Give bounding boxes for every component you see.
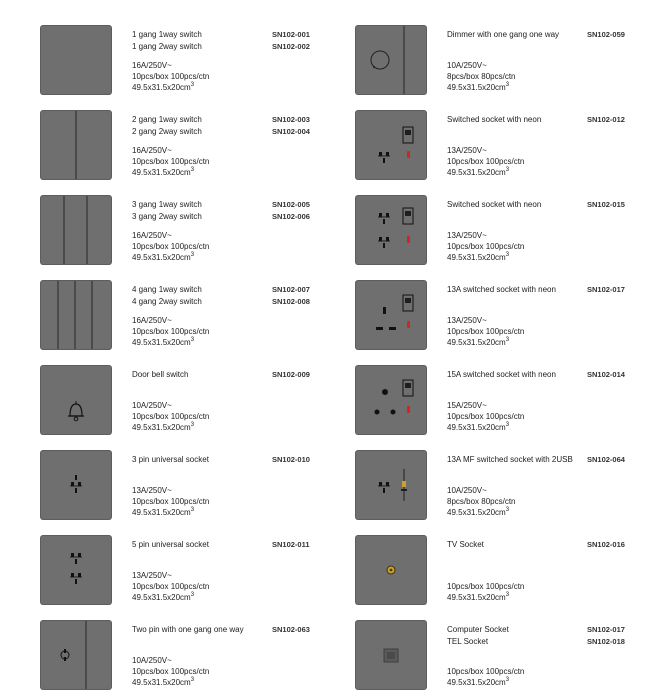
product-name bbox=[447, 454, 573, 466]
cubic-superscript: 3 bbox=[190, 592, 195, 598]
product-name bbox=[132, 199, 202, 223]
dimensions: 49.5x31.5x20cm bbox=[447, 593, 506, 602]
dimensions: 49.5x31.5x20cm bbox=[132, 678, 191, 687]
product-name-line: 13A switched socket with neon bbox=[447, 285, 556, 294]
product-specs bbox=[447, 60, 515, 93]
carton-size bbox=[132, 592, 209, 603]
packing: 10pcs/box 100pcs/ctn bbox=[447, 582, 525, 591]
product-name bbox=[132, 539, 209, 551]
product-code bbox=[272, 539, 310, 551]
product-name-line: 5 pin universal socket bbox=[132, 540, 209, 549]
product-specs bbox=[447, 230, 524, 263]
dimensions: 49.5x31.5x20cm bbox=[132, 168, 191, 177]
right-product-1 bbox=[356, 26, 650, 98]
packing: 10pcs/box 100pcs/ctn bbox=[132, 582, 210, 591]
carton-size bbox=[132, 167, 209, 178]
dimmer-knob-icon bbox=[356, 26, 426, 94]
rating: 16A/250V~ bbox=[132, 146, 172, 155]
left-product-8 bbox=[41, 621, 361, 693]
product-code-line: SN102-009 bbox=[272, 370, 310, 379]
cubic-superscript: 3 bbox=[190, 337, 195, 343]
rating: 13A/250V~ bbox=[447, 146, 487, 155]
left-product-3 bbox=[41, 196, 361, 268]
carton-size bbox=[132, 507, 209, 518]
product-name-line: Computer Socket bbox=[447, 625, 509, 634]
product-code-line: SN102-005 bbox=[272, 200, 310, 209]
product-name-line: Switched socket with neon bbox=[447, 115, 542, 124]
carton-size bbox=[447, 677, 524, 688]
product-name bbox=[132, 114, 202, 138]
product-code-line: SN102-010 bbox=[272, 455, 310, 464]
rating bbox=[447, 570, 524, 581]
two-gang-switch-plate bbox=[41, 111, 111, 179]
product-name bbox=[132, 624, 244, 636]
product-specs bbox=[447, 400, 524, 433]
packing: 10pcs/box 100pcs/ctn bbox=[447, 242, 525, 251]
carton-size bbox=[447, 422, 524, 433]
rating: 10A/250V~ bbox=[132, 656, 172, 665]
carton-size bbox=[132, 82, 209, 93]
packing: 10pcs/box 100pcs/ctn bbox=[132, 667, 210, 676]
product-code bbox=[587, 114, 625, 126]
product-code-line: SN102-011 bbox=[272, 540, 310, 549]
product-specs bbox=[132, 400, 209, 433]
data-socket-icon bbox=[356, 621, 426, 689]
right-product-7 bbox=[356, 536, 650, 608]
product-code bbox=[272, 114, 310, 138]
product-name-line: Door bell switch bbox=[132, 370, 189, 379]
dimensions: 49.5x31.5x20cm bbox=[132, 593, 191, 602]
dimensions: 49.5x31.5x20cm bbox=[447, 508, 506, 517]
tv-socket-icon bbox=[356, 536, 426, 604]
product-code-line: SN102-006 bbox=[272, 212, 310, 221]
uk-socket-icon bbox=[356, 281, 426, 349]
product-name bbox=[447, 369, 556, 381]
carton-size bbox=[132, 677, 209, 688]
rating: 13A/250V~ bbox=[132, 571, 172, 580]
product-specs bbox=[447, 315, 524, 348]
product-code-line: SN102-003 bbox=[272, 115, 310, 124]
left-product-5 bbox=[41, 366, 361, 438]
carton-size bbox=[132, 337, 209, 348]
packing: 10pcs/box 100pcs/ctn bbox=[132, 412, 210, 421]
product-name bbox=[132, 454, 209, 466]
cubic-superscript: 3 bbox=[190, 507, 195, 513]
dimensions: 49.5x31.5x20cm bbox=[132, 338, 191, 347]
cubic-superscript: 3 bbox=[190, 82, 195, 88]
product-name-line: Two pin with one gang one way bbox=[132, 625, 244, 634]
product-code-line: SN102-064 bbox=[587, 455, 625, 464]
product-specs bbox=[132, 485, 209, 518]
left-product-7 bbox=[41, 536, 361, 608]
two-pin-socket-icon bbox=[41, 621, 111, 689]
dimensions: 49.5x31.5x20cm bbox=[447, 253, 506, 262]
product-name bbox=[447, 114, 541, 126]
switched-socket-icon bbox=[356, 111, 426, 179]
carton-size bbox=[447, 167, 524, 178]
product-code-line: SN102-002 bbox=[272, 42, 310, 51]
product-code-line: SN102-015 bbox=[587, 200, 625, 209]
packing: 8pcs/box 80pcs/ctn bbox=[447, 72, 516, 81]
left-product-6 bbox=[41, 451, 361, 523]
round-pin-socket-icon bbox=[356, 366, 426, 434]
cubic-superscript: 3 bbox=[505, 167, 510, 173]
cubic-superscript: 3 bbox=[190, 422, 195, 428]
packing: 10pcs/box 100pcs/ctn bbox=[132, 327, 210, 336]
left-product-1 bbox=[41, 26, 361, 98]
rating: 13A/250V~ bbox=[132, 486, 172, 495]
right-product-4 bbox=[356, 281, 650, 353]
product-name bbox=[447, 624, 509, 648]
dimensions: 49.5x31.5x20cm bbox=[132, 83, 191, 92]
carton-size bbox=[132, 252, 209, 263]
cubic-superscript: 3 bbox=[505, 252, 510, 258]
cubic-superscript: 3 bbox=[505, 507, 510, 513]
product-specs bbox=[447, 145, 524, 178]
product-code bbox=[272, 454, 310, 466]
rating: 16A/250V~ bbox=[132, 231, 172, 240]
left-product-2 bbox=[41, 111, 361, 183]
product-name bbox=[132, 29, 202, 53]
product-specs bbox=[132, 60, 209, 93]
rating: 10A/250V~ bbox=[132, 401, 172, 410]
product-code bbox=[587, 29, 625, 41]
packing: 10pcs/box 100pcs/ctn bbox=[132, 72, 210, 81]
product-name-line: 2 gang 2way switch bbox=[132, 127, 202, 136]
product-specs bbox=[447, 485, 515, 518]
carton-size bbox=[447, 337, 524, 348]
product-name bbox=[447, 199, 541, 211]
five-pin-socket-icon bbox=[41, 536, 111, 604]
product-code bbox=[272, 199, 310, 223]
product-specs bbox=[132, 230, 209, 263]
rating: 10A/250V~ bbox=[447, 61, 487, 70]
carton-size bbox=[447, 252, 524, 263]
rating: 10A/250V~ bbox=[447, 486, 487, 495]
dimensions: 49.5x31.5x20cm bbox=[447, 338, 506, 347]
packing: 10pcs/box 100pcs/ctn bbox=[447, 667, 525, 676]
dimensions: 49.5x31.5x20cm bbox=[132, 253, 191, 262]
product-code bbox=[587, 199, 625, 211]
product-code-line: SN102-018 bbox=[587, 637, 625, 646]
product-code-line: SN102-008 bbox=[272, 297, 310, 306]
rating: 13A/250V~ bbox=[447, 231, 487, 240]
one-gang-switch-plate bbox=[41, 26, 111, 94]
right-product-8 bbox=[356, 621, 650, 693]
left-product-4 bbox=[41, 281, 361, 353]
packing: 10pcs/box 100pcs/ctn bbox=[132, 157, 210, 166]
rating: 13A/250V~ bbox=[447, 316, 487, 325]
product-name bbox=[447, 284, 556, 296]
product-code-line: SN102-014 bbox=[587, 370, 625, 379]
product-code bbox=[587, 624, 625, 648]
three-pin-socket-icon bbox=[41, 451, 111, 519]
product-name bbox=[132, 284, 202, 308]
product-code bbox=[272, 29, 310, 53]
product-name-line: 3 gang 2way switch bbox=[132, 212, 202, 221]
cubic-superscript: 3 bbox=[505, 337, 510, 343]
product-code-line: SN102-063 bbox=[272, 625, 310, 634]
product-code-line: SN102-017 bbox=[587, 625, 625, 634]
product-code bbox=[587, 539, 625, 551]
carton-size bbox=[447, 592, 524, 603]
dimensions: 49.5x31.5x20cm bbox=[132, 423, 191, 432]
product-name bbox=[132, 369, 188, 381]
cubic-superscript: 3 bbox=[505, 592, 510, 598]
carton-size bbox=[447, 82, 515, 93]
product-specs bbox=[132, 145, 209, 178]
product-name bbox=[447, 29, 559, 41]
product-code-line: SN102-016 bbox=[587, 540, 625, 549]
product-specs bbox=[447, 570, 524, 603]
product-code bbox=[272, 369, 310, 381]
dimensions: 49.5x31.5x20cm bbox=[447, 423, 506, 432]
product-name-line: Switched socket with neon bbox=[447, 200, 542, 209]
right-product-2 bbox=[356, 111, 650, 183]
usb-socket-icon bbox=[356, 451, 426, 519]
product-name-line: 3 gang 1way switch bbox=[132, 200, 202, 209]
product-specs bbox=[132, 655, 209, 688]
product-name-line: TV Socket bbox=[447, 540, 484, 549]
product-code bbox=[587, 454, 625, 466]
product-name-line: 1 gang 2way switch bbox=[132, 42, 202, 51]
product-code-line: SN102-017 bbox=[587, 285, 625, 294]
product-code bbox=[587, 284, 625, 296]
dimensions: 49.5x31.5x20cm bbox=[447, 678, 506, 687]
product-name bbox=[447, 539, 484, 551]
packing: 10pcs/box 100pcs/ctn bbox=[132, 242, 210, 251]
carton-size bbox=[132, 422, 209, 433]
four-gang-switch-plate bbox=[41, 281, 111, 349]
cubic-superscript: 3 bbox=[505, 82, 510, 88]
cubic-superscript: 3 bbox=[505, 677, 510, 683]
right-product-6 bbox=[356, 451, 650, 523]
product-name-line: 1 gang 1way switch bbox=[132, 30, 202, 39]
product-code bbox=[272, 284, 310, 308]
product-specs bbox=[447, 655, 524, 688]
carton-size bbox=[447, 507, 515, 518]
cubic-superscript: 3 bbox=[505, 422, 510, 428]
product-name-line: 3 pin universal socket bbox=[132, 455, 209, 464]
cubic-superscript: 3 bbox=[190, 167, 195, 173]
right-product-5 bbox=[356, 366, 650, 438]
packing: 10pcs/box 100pcs/ctn bbox=[132, 497, 210, 506]
dimensions: 49.5x31.5x20cm bbox=[447, 83, 506, 92]
product-code-line: SN102-007 bbox=[272, 285, 310, 294]
product-code bbox=[272, 624, 310, 636]
product-specs bbox=[132, 315, 209, 348]
rating: 15A/250V~ bbox=[447, 401, 487, 410]
product-code-line: SN102-004 bbox=[272, 127, 310, 136]
product-name-line: 4 gang 2way switch bbox=[132, 297, 202, 306]
product-code-line: SN102-012 bbox=[587, 115, 625, 124]
rating: 16A/250V~ bbox=[132, 316, 172, 325]
bell-icon bbox=[41, 366, 111, 434]
packing: 10pcs/box 100pcs/ctn bbox=[447, 327, 525, 336]
product-name-line: 13A MF switched socket with 2USB bbox=[447, 455, 573, 464]
cubic-superscript: 3 bbox=[190, 677, 195, 683]
rating: 16A/250V~ bbox=[132, 61, 172, 70]
product-name-line: Dimmer with one gang one way bbox=[447, 30, 560, 39]
packing: 8pcs/box 80pcs/ctn bbox=[447, 497, 516, 506]
dimensions: 49.5x31.5x20cm bbox=[132, 508, 191, 517]
right-product-3 bbox=[356, 196, 650, 268]
product-code-line: SN102-001 bbox=[272, 30, 310, 39]
product-code-line: SN102-059 bbox=[587, 30, 625, 39]
product-name-line: 2 gang 1way switch bbox=[132, 115, 202, 124]
product-code bbox=[587, 369, 625, 381]
cubic-superscript: 3 bbox=[190, 252, 195, 258]
dimensions: 49.5x31.5x20cm bbox=[447, 168, 506, 177]
double-switched-socket-icon bbox=[356, 196, 426, 264]
packing: 10pcs/box 100pcs/ctn bbox=[447, 412, 525, 421]
product-name-line: TEL Socket bbox=[447, 637, 489, 646]
rating bbox=[447, 655, 524, 666]
product-name-line: 15A switched socket with neon bbox=[447, 370, 556, 379]
three-gang-switch-plate bbox=[41, 196, 111, 264]
packing: 10pcs/box 100pcs/ctn bbox=[447, 157, 525, 166]
product-specs bbox=[132, 570, 209, 603]
product-name-line: 4 gang 1way switch bbox=[132, 285, 202, 294]
